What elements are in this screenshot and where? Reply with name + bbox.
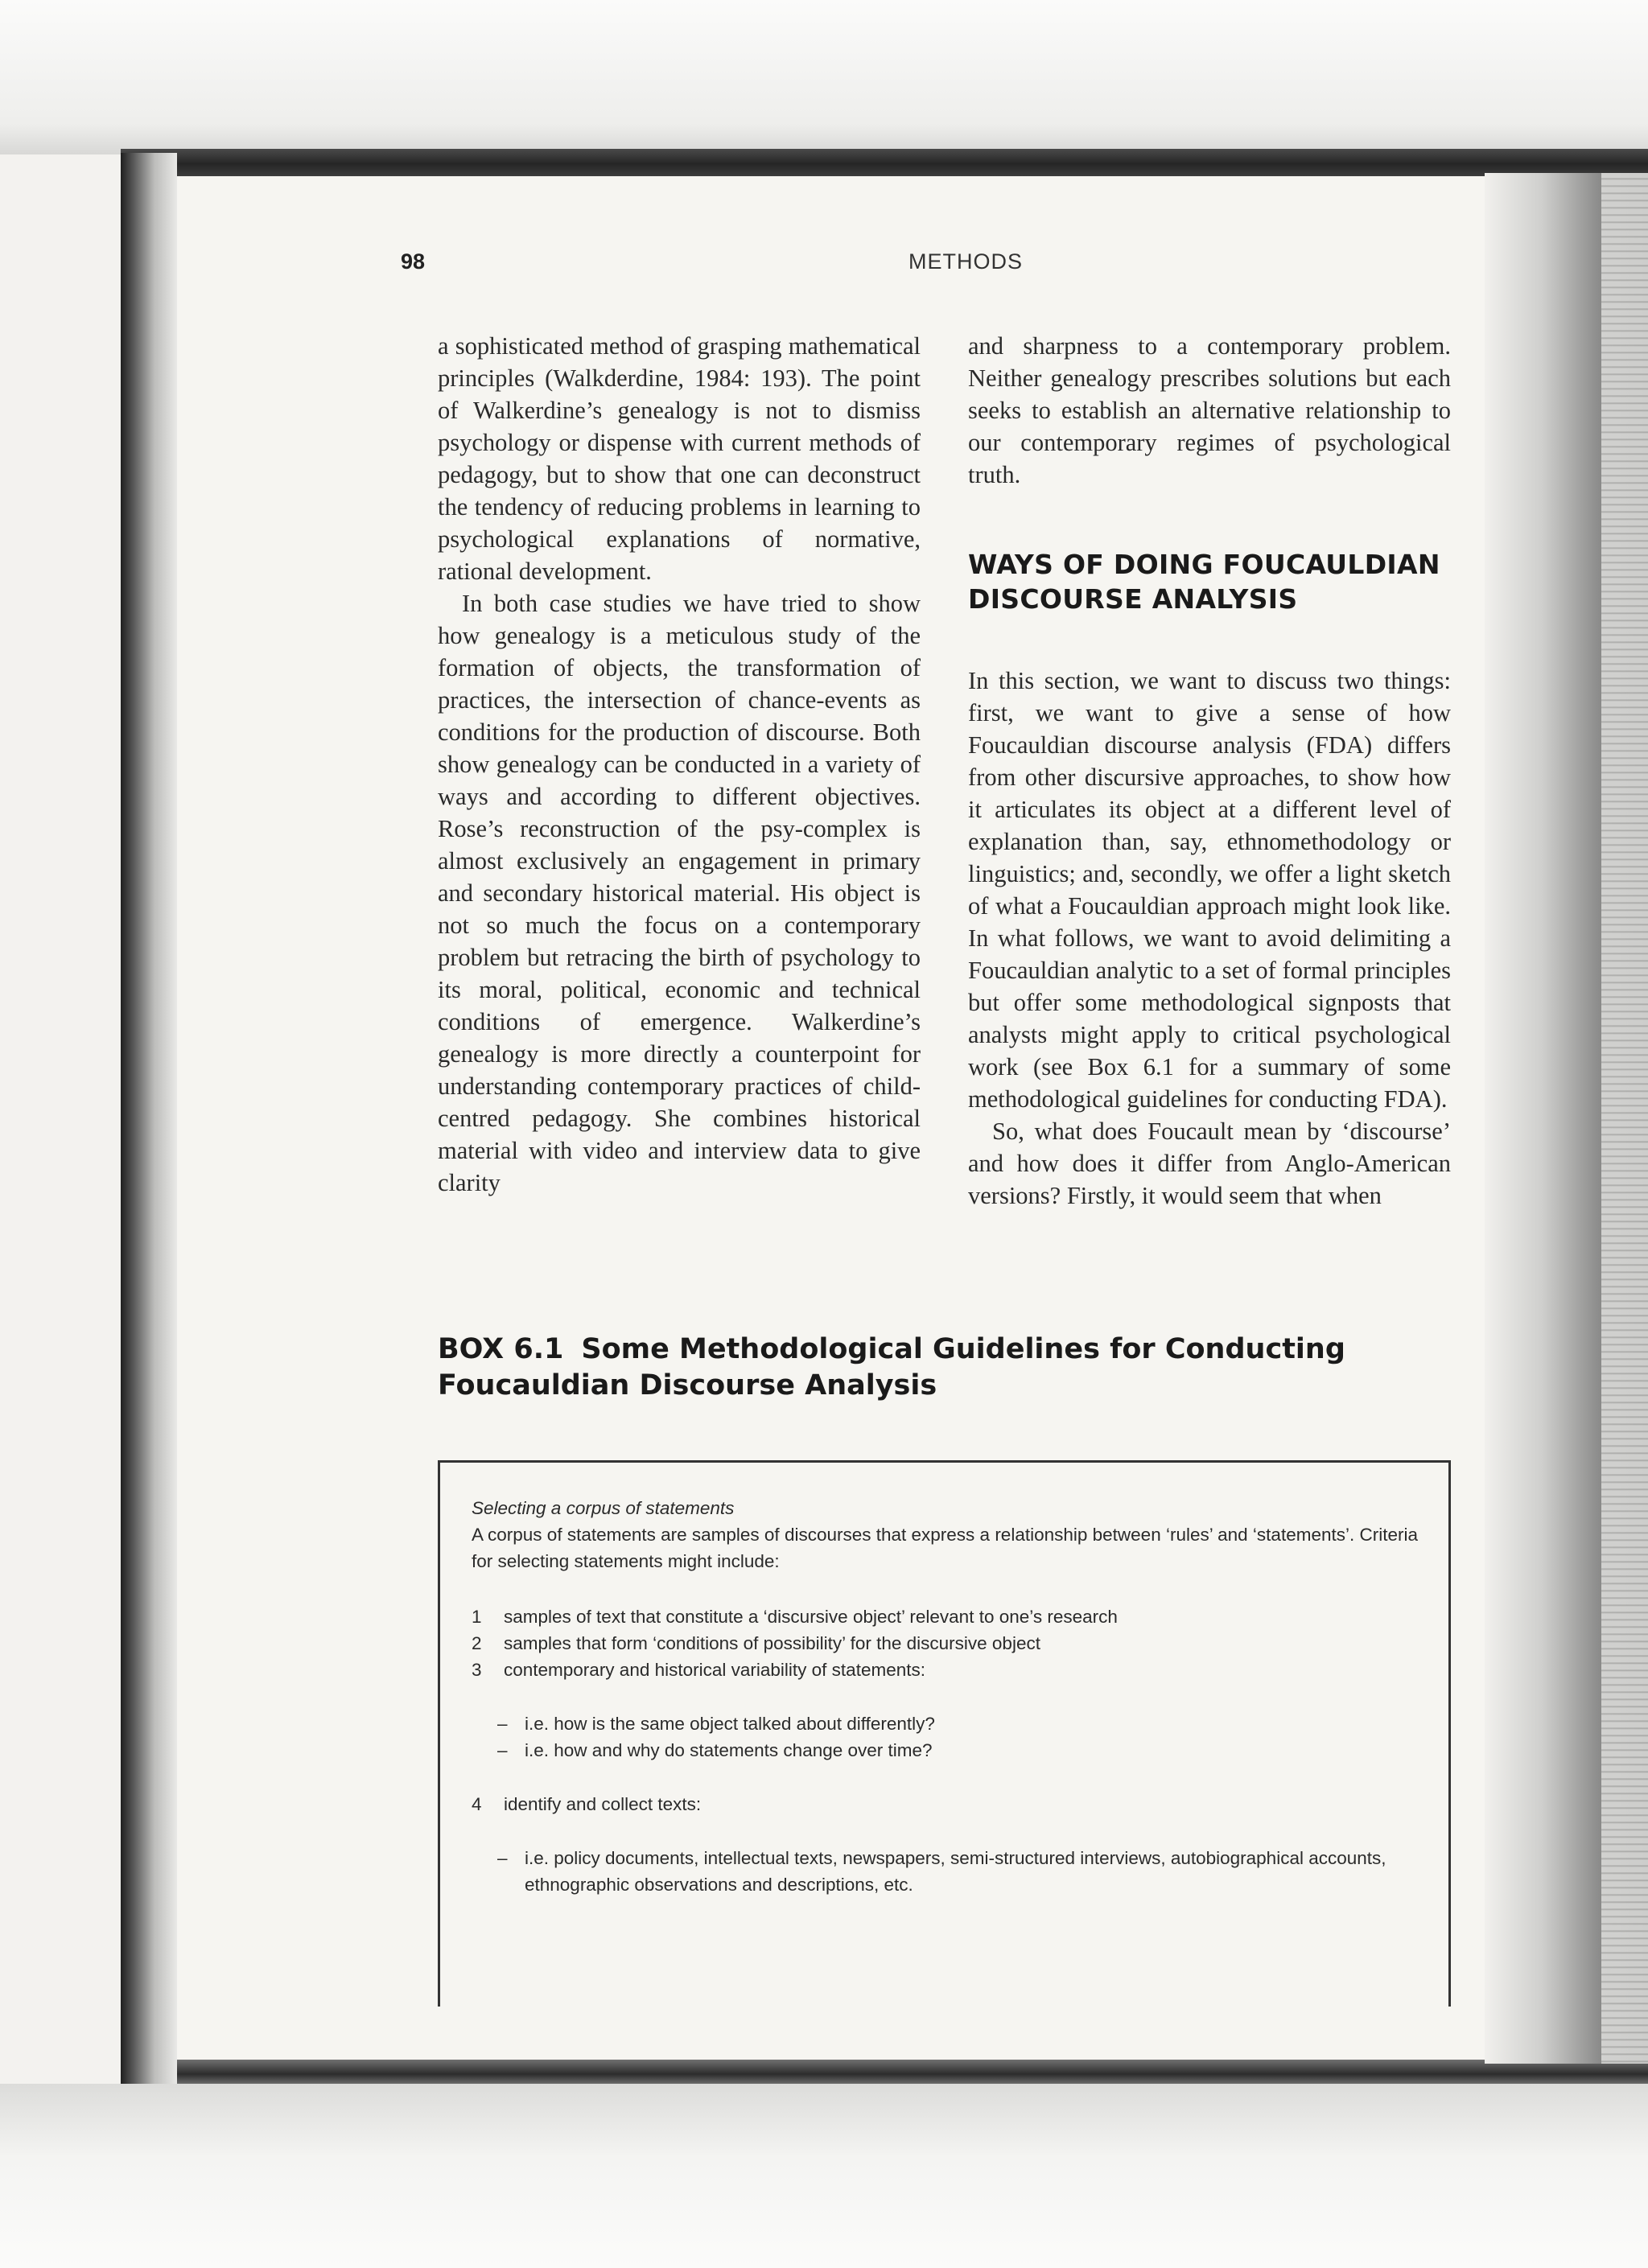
list-item xyxy=(472,1791,1421,1817)
book-cover-edge-left xyxy=(121,153,177,2084)
box-title xyxy=(438,1332,1484,1404)
box-intro: A corpus of statements are samples of discourses that express a relationship between ‘rules’ and ‘statements’. Criteria for selecting statements might include: xyxy=(472,1525,1418,1571)
page-number: 98 xyxy=(401,249,426,274)
paragraph: In both case studies we have tried to show how genealogy is a meticulous study of the formation of objects, the transformation of practices, the intersection of chance-events as conditions for the production of discourse. Both show genealogy can be conducted in a variety of ways and according to different objectives. Rose’s reconstruction of the psy-complex is almost exclusively an engagement in primary and secondary historical material. His object is not so much the focus on a contemporary problem but retracing the birth of psychology to its moral, political, economic and technical conditions of emergence. Walkerdine’s genealogy is more directly a counterpoint for understanding contemporary practices of child-centred pedagogy. She combines historical material with video and interview data to give clarity xyxy=(438,590,921,1196)
list-item-text: contemporary and historical variability of statements: xyxy=(504,1660,925,1680)
sub-list xyxy=(472,1710,1421,1764)
list-dash: – xyxy=(497,1848,508,1868)
list-number: 3 xyxy=(472,1660,482,1680)
numbered-list xyxy=(472,1791,1421,1817)
list-number: 4 xyxy=(472,1794,482,1814)
box-body xyxy=(472,1495,1421,1925)
book-cover-edge-bottom xyxy=(121,2060,1648,2084)
list-item-text: samples of text that constitute a ‘discursive object’ relevant to one’s research xyxy=(504,1607,1118,1627)
book-cover-edge-top xyxy=(121,149,1648,176)
sub-list-item xyxy=(497,1710,1421,1737)
list-number: 2 xyxy=(472,1633,482,1653)
list-number: 1 xyxy=(472,1607,482,1627)
sub-list-item-text: i.e. policy documents, intellectual texts, newspapers, semi-structured interviews, autobiographical accounts, ethnographic observations and descriptions, etc. xyxy=(525,1848,1386,1895)
sub-list-item xyxy=(497,1845,1421,1898)
sub-list-item xyxy=(497,1737,1421,1764)
paragraph: In this section, we want to discuss two things: first, we want to give a sense of how Foucauldian discourse analysis (FDA) differs from other discursive approaches, to show how it articulates its object at a different level of explanation than, say, ethnomethodology or linguistics; and, secondly, we offer a light sketch of what a Foucauldian approach might look like. In what follows, we want to avoid delimiting a Foucauldian analytic to a set of formal principles but offer some methodological signposts that analysts might apply to critical psychological work (see Box 6.1 for a summary of some methodological guidelines for conducting FDA). xyxy=(968,667,1451,1113)
sub-list-item-text: i.e. how and why do statements change over time? xyxy=(525,1740,933,1760)
list-item-text: samples that form ‘conditions of possibility’ for the discursive object xyxy=(504,1633,1040,1653)
list-item-text: identify and collect texts: xyxy=(504,1794,702,1814)
scan-background-bottom xyxy=(0,2084,1648,2268)
section-heading-line: WAYS OF DOING FOUCAULDIAN xyxy=(968,549,1440,580)
list-item xyxy=(472,1657,1421,1683)
left-column xyxy=(438,330,921,1199)
section-heading xyxy=(968,547,1451,616)
numbered-list xyxy=(472,1603,1421,1683)
list-dash: – xyxy=(497,1740,508,1760)
list-dash: – xyxy=(497,1714,508,1734)
sub-list-item-text: i.e. how is the same object talked about differently? xyxy=(525,1714,935,1734)
list-item xyxy=(472,1603,1421,1630)
box-label: BOX 6.1 xyxy=(438,1333,564,1365)
running-head: METHODS xyxy=(908,249,1023,274)
paragraph: and sharpness to a contemporary problem. Neither genealogy prescribes solutions but each seeks to establish an alternative relationship to our contemporary regimes of psychological truth. xyxy=(968,332,1451,488)
right-column xyxy=(968,330,1451,1212)
box-title-text: Some Methodological Guidelines for Conducting Foucauldian Discourse Analysis xyxy=(438,1333,1345,1402)
paragraph: So, what does Foucault mean by ‘discourse’ and how does it differ from Anglo-American versions? Firstly, it would seem that when xyxy=(968,1118,1451,1209)
list-item xyxy=(472,1630,1421,1657)
paragraph: a sophisticated method of grasping mathematical principles (Walkderdine, 1984: 193). The point of Walkerdine’s genealogy is not to dismiss psychology or dispense with current methods of pedagogy, but to show that one can deconstruct the tendency of reducing problems in learning to psychological explanations of normative, rational development. xyxy=(438,332,921,585)
box-subheading: Selecting a corpus of statements xyxy=(472,1498,735,1518)
section-heading-line: DISCOURSE ANALYSIS xyxy=(968,583,1298,615)
scan-background-top xyxy=(0,0,1648,154)
facing-page-edge xyxy=(1601,173,1648,2064)
sub-list xyxy=(472,1845,1421,1898)
